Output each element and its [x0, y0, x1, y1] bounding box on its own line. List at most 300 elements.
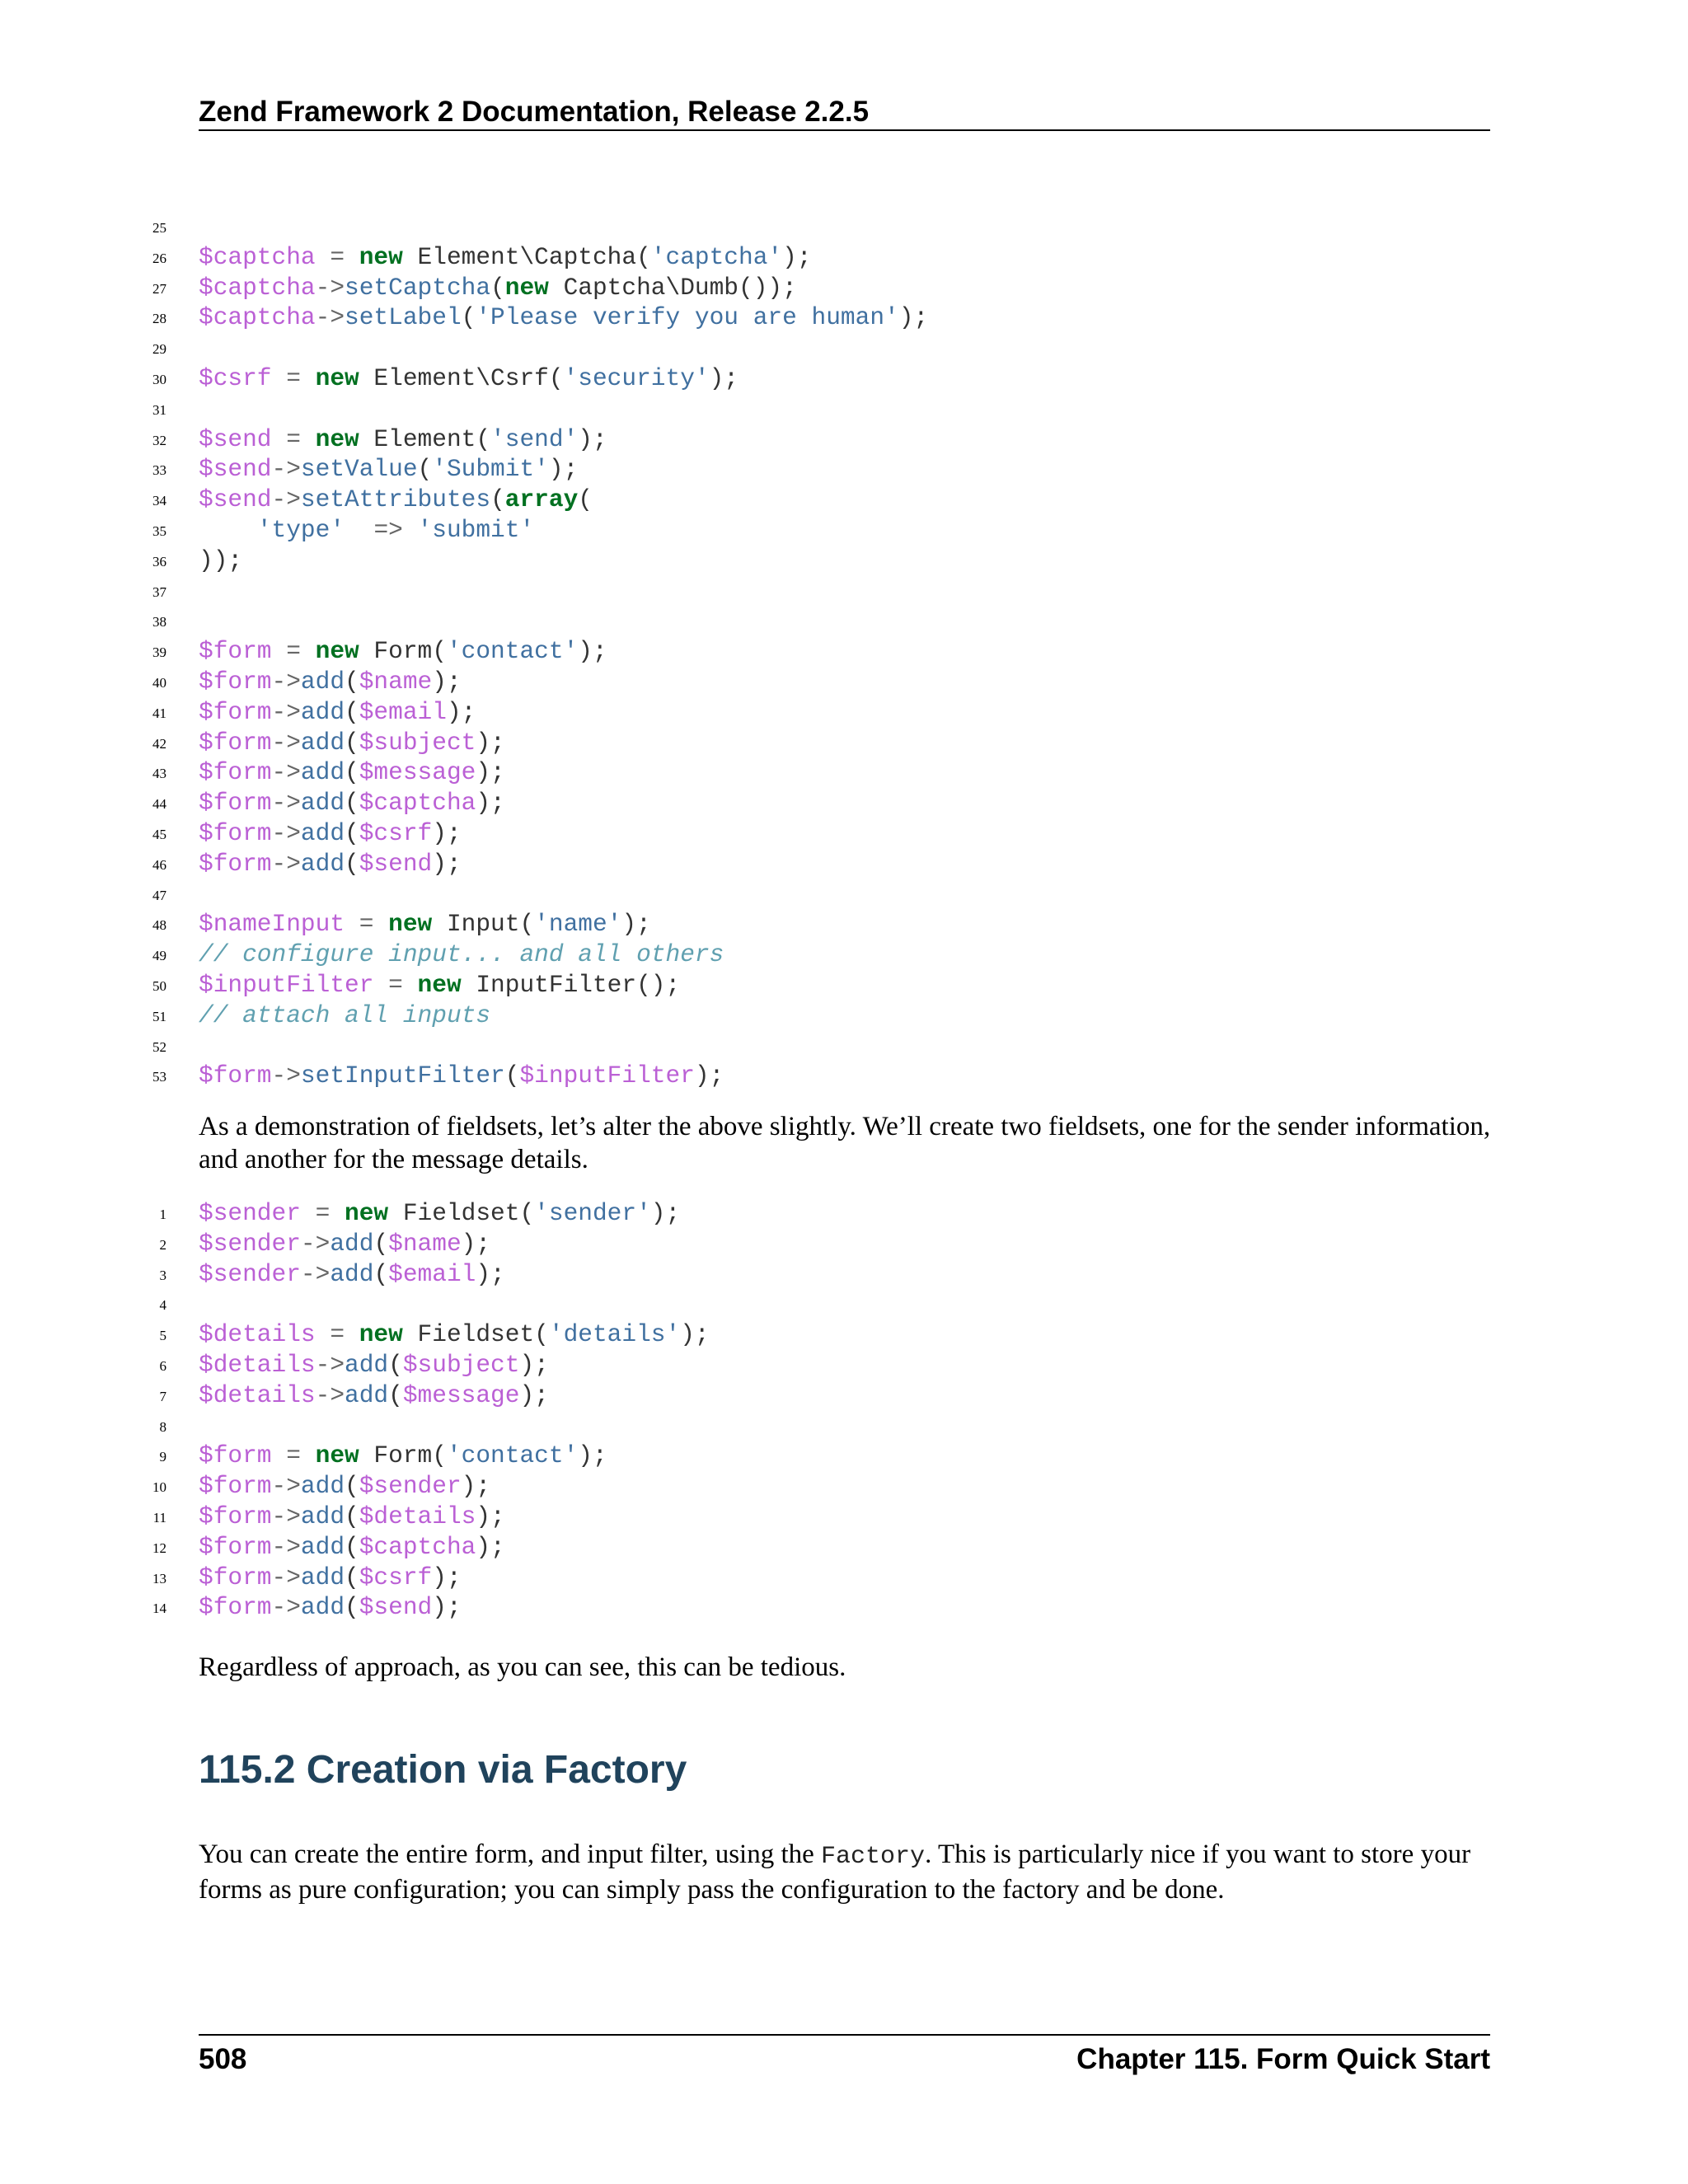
- header-rule: [199, 129, 1490, 131]
- code-token: $form: [199, 637, 272, 666]
- line-number: 9: [159, 1449, 166, 1465]
- code-line: [0, 728, 1688, 758]
- code-token: Form(: [359, 1441, 447, 1470]
- code-token: InputFilter();: [461, 970, 681, 999]
- line-number: 12: [152, 1540, 166, 1556]
- code-token: );: [650, 1199, 681, 1227]
- code-token: setAttributes: [300, 485, 491, 514]
- code-token: ->: [315, 1350, 345, 1379]
- code-token: );: [680, 1320, 710, 1349]
- code-token: ->: [271, 667, 301, 696]
- code-token: ->: [315, 1380, 345, 1409]
- line-number: 51: [152, 1008, 166, 1024]
- code-token: $inputFilter: [199, 970, 374, 999]
- code-token: (: [345, 818, 359, 847]
- running-header-title: Zend Framework 2 Documentation, Release 2.2.5: [199, 96, 870, 128]
- code-token: add: [330, 1259, 374, 1288]
- code-line: [0, 849, 1688, 879]
- code-token: new: [315, 637, 359, 666]
- code-line: [0, 242, 1688, 273]
- code-text: [199, 1380, 549, 1411]
- code-token: $sender: [199, 1199, 301, 1227]
- code-text: [199, 1229, 490, 1259]
- line-number: 28: [152, 311, 166, 327]
- code-token: ->: [271, 1502, 301, 1530]
- paragraph-tedious: Regardless of approach, as you can see, this can be tedious.: [199, 1652, 846, 1682]
- code-token: );: [548, 455, 579, 484]
- code-text: [199, 940, 724, 970]
- code-line: [0, 454, 1688, 485]
- code-text: [199, 1259, 505, 1290]
- code-token: Fieldset(: [402, 1320, 549, 1349]
- code-token: ->: [315, 273, 345, 302]
- line-number: 26: [152, 250, 166, 266]
- code-token: new: [417, 970, 462, 999]
- code-token: (: [345, 697, 359, 726]
- page-number: 508: [199, 2043, 247, 2075]
- code-token: $csrf: [359, 818, 433, 847]
- code-text: [199, 515, 534, 546]
- code-token: (: [490, 485, 505, 514]
- code-token: ->: [271, 1593, 301, 1622]
- code-token: $captcha: [199, 303, 316, 332]
- code-token: =: [271, 1441, 316, 1470]
- line-number: 38: [152, 614, 166, 630]
- code-token: (: [345, 667, 359, 696]
- code-token: ));: [199, 546, 243, 574]
- code-token: );: [432, 667, 462, 696]
- code-token: 'captcha': [650, 242, 783, 271]
- code-line: [0, 1502, 1688, 1532]
- code-token: add: [300, 697, 345, 726]
- code-token: );: [476, 1532, 505, 1561]
- code-listing-fieldsets: [0, 1198, 1688, 1623]
- code-listing-form-elements: [0, 212, 1688, 1091]
- code-line: [0, 940, 1688, 970]
- code-token: (: [345, 1532, 359, 1561]
- code-token: Element\Csrf(: [359, 363, 564, 392]
- code-text: [199, 1532, 505, 1563]
- code-token: $send: [199, 485, 272, 514]
- code-text: [199, 849, 462, 879]
- line-number: 25: [152, 220, 166, 236]
- paragraph-factory-before: You can create the entire form, and input filter, using the: [199, 1840, 822, 1869]
- code-token: ->: [271, 818, 301, 847]
- code-line: [0, 667, 1688, 697]
- code-token: (: [345, 849, 359, 878]
- line-number: 44: [152, 796, 166, 813]
- code-token: ->: [271, 697, 301, 726]
- code-token: =: [345, 910, 389, 939]
- line-number: 2: [159, 1236, 166, 1253]
- code-token: );: [432, 1593, 462, 1622]
- code-line: [0, 212, 1688, 242]
- code-token: $form: [199, 818, 272, 847]
- code-token: $form: [199, 697, 272, 726]
- code-token: new: [345, 1199, 389, 1227]
- code-token: 'security': [563, 363, 710, 392]
- code-line: [0, 1229, 1688, 1259]
- code-token: new: [315, 363, 359, 392]
- code-line: [0, 1532, 1688, 1563]
- code-token: ->: [271, 455, 301, 484]
- code-token: // attach all inputs: [199, 1001, 491, 1029]
- line-number: 41: [152, 705, 166, 721]
- line-number: 29: [152, 341, 166, 358]
- code-token: (: [504, 1062, 520, 1090]
- code-text: [199, 454, 578, 485]
- code-token: 'Submit': [432, 455, 549, 484]
- code-line: [0, 1001, 1688, 1031]
- code-line: [0, 1350, 1688, 1380]
- code-line: [0, 879, 1688, 910]
- code-token: ->: [271, 1563, 301, 1591]
- footer-rule: [199, 2034, 1490, 2036]
- code-token: 'type': [256, 515, 345, 544]
- code-token: add: [300, 818, 345, 847]
- code-line: [0, 1592, 1688, 1623]
- code-token: );: [476, 758, 505, 787]
- code-token: );: [782, 242, 812, 271]
- code-line: [0, 818, 1688, 849]
- code-token: $form: [199, 849, 272, 878]
- line-number: 36: [152, 553, 166, 569]
- code-token: [403, 516, 418, 544]
- code-token: ->: [271, 1532, 301, 1561]
- code-line: [0, 788, 1688, 818]
- code-line: [0, 1289, 1688, 1319]
- paragraph-fieldsets-intro: As a demonstration of fieldsets, let’s alter the above slightly. We’ll create two fieldsets, one for the sender information, and another for the message details.: [199, 1112, 1491, 1174]
- code-token: ->: [271, 1062, 301, 1090]
- code-token: 'contact': [446, 637, 579, 666]
- code-text: [199, 667, 462, 697]
- line-number: 10: [152, 1479, 166, 1496]
- code-token: Element\Captcha(: [402, 242, 651, 271]
- code-text: [199, 1001, 490, 1031]
- code-token: $details: [359, 1502, 476, 1530]
- code-token: [345, 516, 373, 544]
- code-token: ->: [315, 303, 345, 332]
- code-token: 'submit': [417, 515, 535, 544]
- code-token: );: [461, 1229, 491, 1258]
- line-number: 14: [152, 1601, 166, 1617]
- code-token: $sender: [199, 1259, 301, 1288]
- code-token: $nameInput: [199, 910, 345, 939]
- code-line: [0, 1031, 1688, 1062]
- line-number: 43: [152, 766, 166, 782]
- code-token: $form: [199, 1472, 272, 1501]
- code-line: [0, 697, 1688, 728]
- code-token: Input(: [432, 910, 535, 939]
- code-text: [199, 757, 505, 788]
- code-token: new: [504, 273, 549, 302]
- code-token: (: [345, 1563, 359, 1591]
- line-number: 50: [152, 977, 166, 994]
- code-token: array: [504, 485, 579, 514]
- code-token: $message: [359, 758, 476, 787]
- code-token: ->: [271, 789, 301, 818]
- code-token: $form: [199, 1062, 272, 1090]
- code-line: [0, 1563, 1688, 1593]
- code-line: [0, 424, 1688, 455]
- code-text: [199, 970, 680, 1001]
- code-token: (: [345, 1472, 359, 1501]
- code-token: =: [271, 363, 316, 392]
- line-number: 6: [159, 1357, 166, 1374]
- line-number: 45: [152, 826, 166, 842]
- code-token: );: [578, 1441, 607, 1470]
- code-token: $details: [199, 1350, 316, 1379]
- line-number: 35: [152, 523, 166, 539]
- code-text: [199, 242, 812, 273]
- code-token: );: [519, 1350, 549, 1379]
- paragraph-factory: [199, 1838, 1493, 1906]
- code-token: (: [373, 1259, 389, 1288]
- code-token: $form: [199, 1441, 272, 1470]
- code-token: new: [388, 910, 433, 939]
- line-number: 1: [159, 1207, 166, 1222]
- code-line: [0, 1061, 1688, 1091]
- code-token: add: [300, 1502, 345, 1530]
- code-token: 'details': [548, 1320, 681, 1349]
- code-token: ->: [271, 728, 301, 757]
- code-line: [0, 1471, 1688, 1502]
- code-token: );: [432, 849, 462, 878]
- code-line: [0, 636, 1688, 667]
- code-token: add: [300, 849, 345, 878]
- code-token: $form: [199, 1502, 272, 1530]
- code-token: 'send': [490, 424, 579, 453]
- code-text: [199, 1319, 710, 1350]
- code-token: setCaptcha: [345, 273, 491, 302]
- code-line: [0, 1411, 1688, 1441]
- code-token: $captcha: [359, 789, 476, 818]
- code-token: add: [345, 1380, 389, 1409]
- code-token: ->: [300, 1259, 331, 1288]
- code-token: add: [300, 1563, 345, 1591]
- code-token: Element(: [359, 424, 491, 453]
- line-number: 34: [152, 493, 166, 509]
- code-token: $form: [199, 728, 272, 757]
- code-token: setValue: [300, 455, 418, 484]
- code-text: [199, 909, 651, 940]
- code-token: (: [373, 1229, 389, 1258]
- code-token: // configure input... and all others: [199, 940, 724, 969]
- code-text: [199, 788, 505, 818]
- code-token: (: [417, 455, 433, 484]
- code-token: );: [578, 637, 607, 666]
- line-number: 33: [152, 462, 166, 479]
- code-token: );: [476, 1502, 505, 1530]
- code-text: [199, 424, 607, 455]
- code-token: setLabel: [345, 303, 462, 332]
- code-text: [199, 1563, 462, 1593]
- line-number: 13: [152, 1570, 166, 1586]
- code-token: );: [476, 789, 505, 818]
- code-token: (: [490, 273, 505, 302]
- code-token: 'contact': [446, 1441, 579, 1470]
- code-line: [0, 576, 1688, 607]
- code-token: $email: [359, 697, 447, 726]
- chapter-title: Chapter 115. Form Quick Start: [1076, 2043, 1490, 2075]
- code-token: (: [345, 1502, 359, 1530]
- code-text: [199, 636, 607, 667]
- line-number: 49: [152, 948, 166, 964]
- code-token: ->: [271, 758, 301, 787]
- code-line: [0, 363, 1688, 394]
- code-token: Captcha\Dumb());: [548, 273, 797, 302]
- code-line: [0, 546, 1688, 576]
- code-token: $form: [199, 667, 272, 696]
- code-line: [0, 273, 1688, 303]
- line-number: 48: [152, 917, 166, 934]
- code-token: (: [345, 1593, 359, 1622]
- code-text: [199, 302, 928, 333]
- section-heading: 115.2 Creation via Factory: [199, 1748, 687, 1792]
- code-token: $email: [388, 1259, 476, 1288]
- line-number: 3: [159, 1267, 166, 1283]
- code-token: $inputFilter: [519, 1062, 695, 1090]
- code-token: (: [578, 485, 593, 514]
- line-number: 11: [152, 1509, 166, 1526]
- code-text: [199, 485, 593, 515]
- code-token: $csrf: [199, 363, 272, 392]
- code-line: [0, 302, 1688, 333]
- code-token: );: [694, 1062, 724, 1090]
- code-token: $subject: [359, 728, 476, 757]
- code-token: =>: [373, 515, 403, 544]
- code-text: [199, 1441, 607, 1471]
- code-token: =: [315, 242, 359, 271]
- code-token: $form: [199, 1563, 272, 1591]
- line-number: 46: [152, 856, 166, 873]
- code-token: $send: [199, 424, 272, 453]
- line-number: 42: [152, 735, 166, 752]
- code-token: add: [330, 1229, 374, 1258]
- code-token: =: [271, 424, 316, 453]
- code-token: $details: [199, 1320, 316, 1349]
- code-token: $subject: [402, 1350, 520, 1379]
- code-text: [199, 546, 242, 576]
- line-number: 31: [152, 401, 166, 418]
- line-number: 5: [159, 1328, 166, 1344]
- line-number: 53: [152, 1069, 166, 1085]
- code-text: [199, 363, 738, 394]
- code-token: =: [300, 1199, 345, 1227]
- code-token: $captcha: [359, 1532, 476, 1561]
- code-token: $csrf: [359, 1563, 433, 1591]
- code-text: [199, 818, 462, 849]
- code-token: =: [315, 1320, 359, 1349]
- code-text: [199, 1061, 724, 1091]
- code-token: Form(: [359, 637, 447, 666]
- code-token: );: [476, 1259, 505, 1288]
- code-token: new: [359, 242, 403, 271]
- line-number: 4: [159, 1297, 166, 1314]
- code-token: $name: [388, 1229, 462, 1258]
- code-line: [0, 970, 1688, 1001]
- code-line: [0, 1441, 1688, 1471]
- code-token: new: [315, 424, 359, 453]
- code-line: [0, 1380, 1688, 1411]
- code-text: [199, 697, 476, 728]
- code-token: );: [578, 424, 607, 453]
- code-token: ->: [271, 485, 301, 514]
- code-text: [199, 1198, 680, 1229]
- code-line: [0, 1198, 1688, 1229]
- code-token: add: [300, 1472, 345, 1501]
- code-token: );: [709, 363, 739, 392]
- code-token: new: [359, 1320, 403, 1349]
- line-number: 47: [152, 887, 166, 903]
- code-token: );: [432, 818, 462, 847]
- code-token: $form: [199, 1593, 272, 1622]
- code-token: add: [300, 758, 345, 787]
- code-token: ->: [300, 1229, 331, 1258]
- code-token: $send: [199, 455, 272, 484]
- code-token: add: [345, 1350, 389, 1379]
- code-token: (: [345, 789, 359, 818]
- line-number: 32: [152, 432, 166, 448]
- code-token: $send: [359, 849, 433, 878]
- code-token: $form: [199, 1532, 272, 1561]
- code-token: setInputFilter: [300, 1062, 505, 1090]
- code-line: [0, 606, 1688, 636]
- inline-code-factory: Factory: [821, 1843, 926, 1871]
- code-line: [0, 909, 1688, 940]
- code-line: [0, 515, 1688, 546]
- code-token: [199, 516, 257, 544]
- code-token: 'Please verify you are human': [476, 303, 899, 332]
- code-line: [0, 1259, 1688, 1290]
- code-token: (: [461, 303, 476, 332]
- code-token: $name: [359, 667, 433, 696]
- code-token: 'sender': [534, 1199, 651, 1227]
- code-token: $captcha: [199, 242, 316, 271]
- line-number: 7: [159, 1388, 166, 1404]
- code-token: );: [476, 728, 505, 757]
- code-token: $sender: [359, 1472, 462, 1501]
- line-number: 37: [152, 583, 166, 600]
- line-number: 52: [152, 1038, 166, 1055]
- code-token: $captcha: [199, 273, 316, 302]
- code-token: add: [300, 789, 345, 818]
- code-token: add: [300, 667, 345, 696]
- line-number: 27: [152, 280, 166, 297]
- line-number: 8: [159, 1418, 166, 1435]
- code-token: 'name': [534, 910, 622, 939]
- code-text: [199, 1471, 490, 1502]
- code-token: $message: [402, 1380, 520, 1409]
- code-text: [199, 273, 797, 303]
- code-token: $send: [359, 1593, 433, 1622]
- code-token: );: [461, 1472, 491, 1501]
- code-token: $form: [199, 758, 272, 787]
- line-number: 39: [152, 644, 166, 661]
- code-line: [0, 394, 1688, 424]
- code-token: );: [621, 910, 651, 939]
- code-token: add: [300, 728, 345, 757]
- code-text: [199, 728, 505, 758]
- code-token: (: [345, 728, 359, 757]
- line-number: 30: [152, 371, 166, 387]
- code-text: [199, 1502, 505, 1532]
- code-token: add: [300, 1593, 345, 1622]
- code-token: );: [519, 1380, 549, 1409]
- code-token: (: [388, 1380, 403, 1409]
- paragraph-factory-after: . This is particularly nice if you want to store your forms as pure configuration; you can simply pass the configuration to the factory and be done.: [199, 1840, 1471, 1905]
- code-token: $form: [199, 789, 272, 818]
